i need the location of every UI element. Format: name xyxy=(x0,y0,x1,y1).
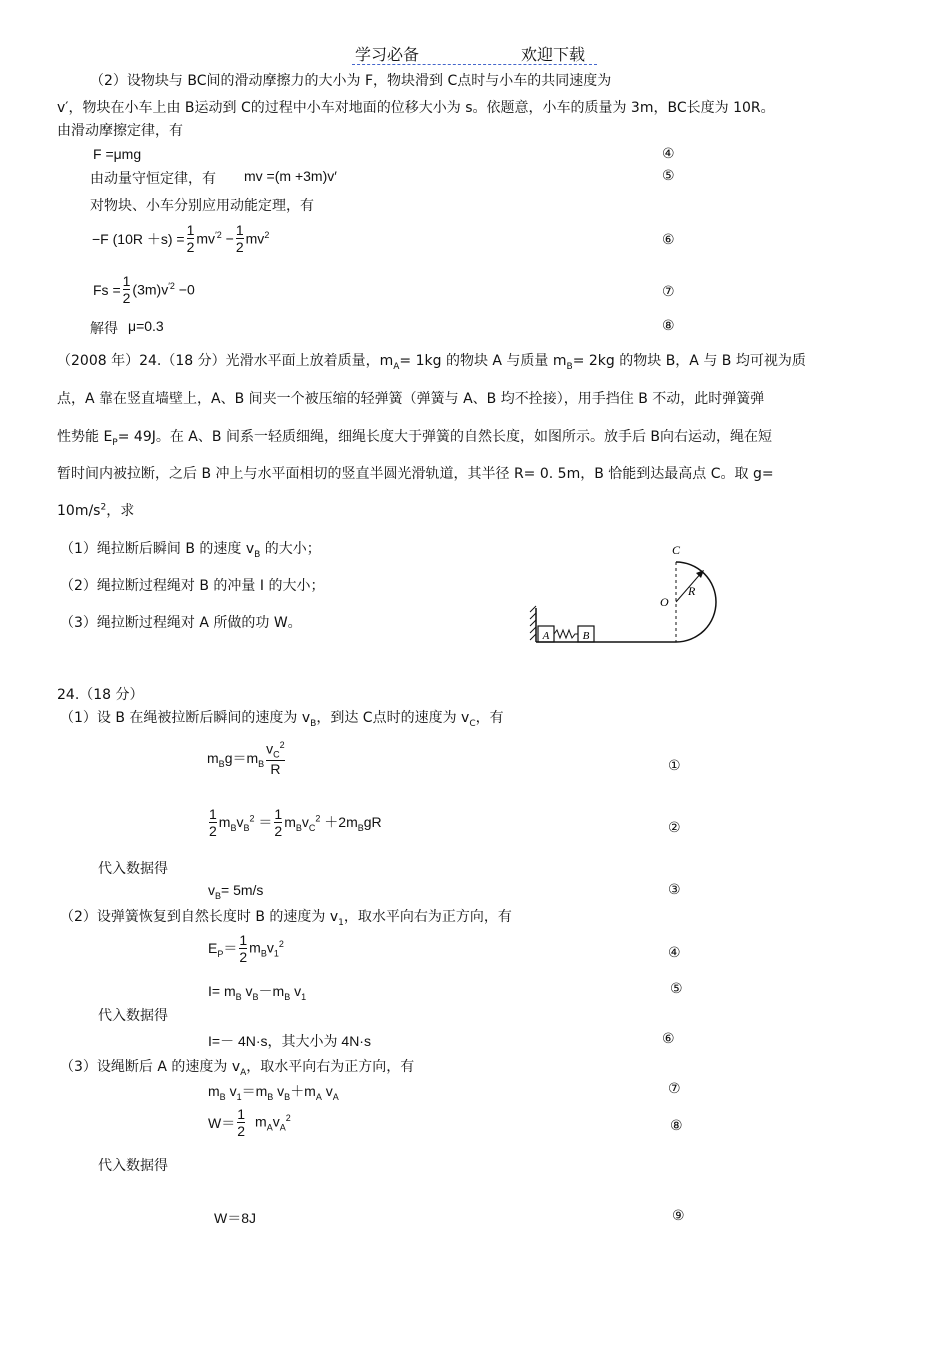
block-b-label: B xyxy=(582,630,590,642)
semicircle-track xyxy=(676,562,716,642)
solution-equation-5: $I= m_B$ $v_B-m_B$ $v_1$ xyxy=(208,983,307,1002)
question-2: （2）绳拉断过程绳对 B 的冲量 I 的大小； xyxy=(60,578,325,594)
equation-number: ⑧ xyxy=(670,1118,683,1134)
equation-number: ⑤ xyxy=(670,981,683,997)
solution-title: 24.（18 分） xyxy=(57,687,144,703)
equation-number: ④ xyxy=(662,146,675,162)
equation-number: ③ xyxy=(668,882,681,898)
equation-number: ⑥ xyxy=(662,232,675,248)
solution-equation-2: $\frac{1}{2}$ $m_Bv_B^2$ ＝ $\frac{1}{2}$ $m_Bv_C^2 +2m_BgR$ xyxy=(209,806,382,840)
equation-number: ② xyxy=(668,820,681,836)
problem-line-5: $10m/s^2$，求 xyxy=(57,502,135,519)
physics-diagram xyxy=(528,540,728,650)
equation-number: ④ xyxy=(668,945,681,961)
substitute-text: 代入数据得 xyxy=(98,1008,168,1024)
header-divider xyxy=(352,64,597,65)
equation-number: ⑥ xyxy=(662,1031,675,1047)
radius-label: R xyxy=(688,584,696,598)
spring xyxy=(554,630,578,638)
equation-number: ⑦ xyxy=(668,1081,681,1097)
problem-line-1: （2008 年）24.（18 分）光滑水平面上放着质量，$m_A= 1kg$ 的物块 A 与质量 $m_B= 2kg$ 的物块 B，A 与 B 均可视为质 xyxy=(57,353,806,372)
part1-paragraph-2: v′，物块在小车上由 B运动到 C的过程中小车对地面的位移大小为 s。依题意，小车的质量为 3m，BC长度为 10R。 xyxy=(57,100,775,116)
solution-part-2: （2）设弹簧恢复到自然长度时 B 的速度为 $v_1$，取水平向右为正方向，有 xyxy=(60,909,512,928)
solution-equation-9: W＝8J xyxy=(214,1210,256,1226)
solution-equation-3: $v_B= 5m/s$ xyxy=(208,882,264,901)
part1-text-energy: 对物块、小车分别应用动能定理，有 xyxy=(90,198,314,214)
part1-text-momentum: 由动量守恒定律，有 xyxy=(90,171,216,187)
problem-line-3: 性势能 $E_P= 49J$。在 A、B 间系一轻质细绳，细绳长度大于弹簧的自然长度，如图所示。放手后 B向右运动，绳在短 xyxy=(57,429,772,448)
header-left: 学习必备 xyxy=(355,45,420,64)
equation-8: μ=0.3 xyxy=(128,318,164,334)
substitute-text: 代入数据得 xyxy=(98,861,168,877)
equation-7: Fs = $\frac{1}{2}$ $(3m)v^{'2} -0$ xyxy=(93,273,195,307)
equation-4: F =μmg xyxy=(93,146,142,162)
wall-hatching xyxy=(530,606,536,640)
solution-equation-8: W＝ $\frac{1}{2}$ $m_Av_A^2$ xyxy=(208,1106,291,1140)
solution-equation-6: I=－ 4N·s，其大小为 4N·s xyxy=(208,1033,371,1049)
block-a-label: A xyxy=(542,630,550,642)
equation-number: ⑧ xyxy=(662,318,675,334)
solution-part-1: （1）设 B 在绳被拉断后瞬间的速度为 $v_B$，到达 C点时的速度为 $v_C$，有 xyxy=(60,710,504,729)
part1-text-solve: 解得 xyxy=(90,321,118,337)
equation-number: ⑨ xyxy=(672,1208,685,1224)
solution-equation-7: $m_B$ $v_1=m_B$ $v_B+m_A$ $v_A$ xyxy=(208,1083,339,1102)
question-1: （1）绳拉断后瞬间 B 的速度 $v_B$ 的大小； xyxy=(60,541,321,560)
solution-equation-4: $E_P=$ $\frac{1}{2}$ $m_Bv_1^2$ xyxy=(208,932,284,966)
solution-equation-1: $m_Bg=m_B$ $\frac{v_C^2}{R}$ xyxy=(207,740,285,777)
equation-6: −F (10R ＋s) = $\frac{1}{2}$ $mv^{'2}$ − $\frac{1}{2}$ $mv^2$ xyxy=(92,222,270,256)
part1-paragraph-1: （2）设物块与 BC间的滑动摩擦力的大小为 F，物块滑到 C点时与小车的共同速度为 xyxy=(90,73,612,89)
equation-number: ① xyxy=(668,758,681,774)
equation-number: ⑤ xyxy=(662,168,675,184)
problem-line-2: 点，A 靠在竖直墙壁上，A、B 间夹一个被压缩的轻弹簧（弹簧与 A、B 均不拴接），用手挡住 B 不动，此时弹簧弹 xyxy=(57,391,765,407)
question-3: （3）绳拉断过程绳对 A 所做的功 W。 xyxy=(60,615,302,631)
problem-line-4: 暂时间内被拉断，之后 B 冲上与水平面相切的竖直半圆光滑轨道，其半径 R= 0. 5m，B 恰能到达最高点 C。取 g= xyxy=(57,466,774,482)
header-right: 欢迎下载 xyxy=(521,45,586,64)
part1-paragraph-3: 由滑动摩擦定律，有 xyxy=(57,123,183,139)
solution-part-3: （3）设绳断后 A 的速度为 $v_A$，取水平向右为正方向，有 xyxy=(60,1059,415,1078)
equation-5: mv =(m +3m)v′ xyxy=(244,168,337,184)
point-c-label: C xyxy=(672,543,681,557)
equation-number: ⑦ xyxy=(662,284,675,300)
substitute-text: 代入数据得 xyxy=(98,1158,168,1174)
point-o-label: O xyxy=(660,595,669,609)
